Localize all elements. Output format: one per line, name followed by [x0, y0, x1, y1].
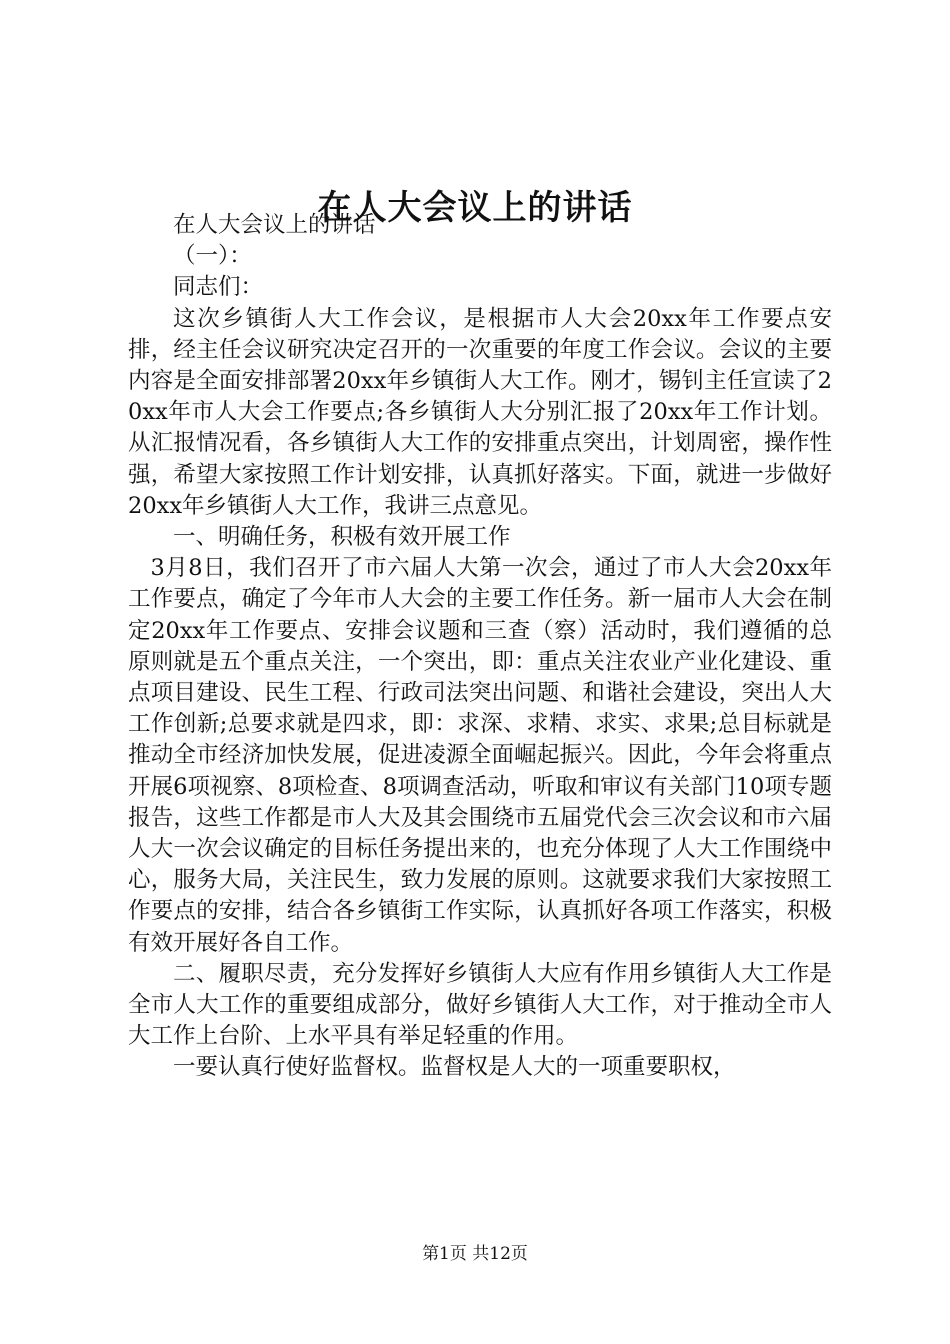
- salutation-paragraph: 同志们：: [173, 274, 264, 301]
- body-paragraph: 一要认真行使好监督权。监督权是人大的一项重要职权，: [173, 1054, 736, 1081]
- page-number-footer: 第1页 共12页: [422, 1244, 528, 1264]
- document-body: [128, 210, 832, 1084]
- section-number-paragraph: （一）：: [173, 243, 252, 270]
- subtitle-paragraph: 在人大会议上的讲话: [173, 212, 376, 238]
- body-paragraph: 这次乡镇街人大工作会议，是根据市人大会20xx年工作要点安排，经主任会议研究决定召开的一次重要的年度工作会议。会议的主要内容是全面安排部署20xx年乡镇街人大工作。刚才，锡钊主任宣读了20xx年市人大会工作要点;各乡镇街人大分别汇报了20xx年工作计划。从汇报情况看，各乡镇街人大工作的安排重点突出，计划周密，操作性强，希望大家按照工作计划安排，认真抓好落实。下面，就进一步做好20xx年乡镇街人大工作，我讲三点意见。: [128, 305, 832, 519]
- heading-paragraph: 一、明确任务，积极有效开展工作: [173, 524, 511, 551]
- heading-paragraph: 二、履职尽责，充分发挥好乡镇街人大应有作用乡镇街人大工作是全市人大工作的重要组成部分，做好乡镇街人大工作，对于推动全市人大工作上台阶、上水平具有举足轻重的作用。: [128, 960, 832, 1050]
- document-title: 在人大会议上的讲话: [317, 188, 633, 228]
- body-paragraph: 3月8日，我们召开了市六届人大第一次会，通过了市人大会20xx年工作要点，确定了今年市人大会的主要工作任务。新一届市人大会在制定20xx年工作要点、安排会议题和三查（察）活动时，我们遵循的总原则就是五个重点关注，一个突出，即：重点关注农业产业化建设、重点项目建设、民生工程、行政司法突出问题、和谐社会建设，突出人大工作创新;总要求就是四求，即：求深、求精、求实、求果;总目标就是推动全市经济加快发展，促进凌源全面崛起振兴。因此，今年会将重点开展6项视察、8项检查、8项调查活动，听取和审议有关部门10项专题报告，这些工作都是市人大及其会围绕市五届党代会三次会议和市六届人大一次会议确定的目标任务提出来的，也充分体现了人大工作围绕中心，服务大局，关注民生，致力发展的原则。这就要求我们大家按照工作要点的安排，结合各乡镇街工作实际，认真抓好各项工作落实，积极有效开展好各自工作。: [128, 555, 832, 956]
